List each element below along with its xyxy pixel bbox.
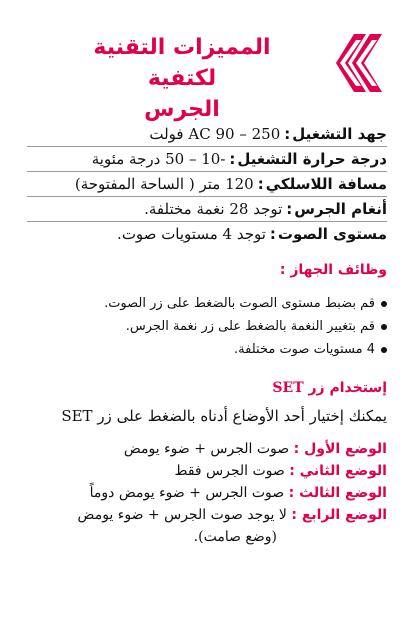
list-item <box>27 292 387 315</box>
mode-label: الوضع الأول : <box>293 441 387 457</box>
mode-item <box>27 460 387 482</box>
spec-separator: : <box>284 125 291 143</box>
spec-row <box>27 172 387 197</box>
mode-label: الوضع الرابع : <box>291 507 387 523</box>
spec-value: 250 – 90 AC فولت <box>149 125 281 143</box>
spec-key: درجة حرارة التشغيل <box>237 150 387 168</box>
functions-heading: وظائف الجهاز : <box>279 262 387 278</box>
list-item-text: 4 مستويات صوت مختلفة. <box>234 342 375 357</box>
spec-value: توجد 28 نغمة مختلفة. <box>144 200 283 218</box>
page-title <box>62 32 302 125</box>
mode-value: صوت الجرس + ضوء يومض <box>123 441 290 457</box>
mode-label: الوضع الثالث : <box>288 485 387 501</box>
mode-item <box>27 504 387 526</box>
spec-key: مسافة اللاسلكي <box>265 175 387 193</box>
spec-row <box>27 147 387 172</box>
title-line-1: المميزات التقنية لكتفية <box>93 35 271 91</box>
header <box>56 30 386 122</box>
spec-value: -10 – 50 درجة مئوية <box>91 150 226 168</box>
mode-note: (وضع صامت). <box>193 529 277 545</box>
bullet-icon <box>381 324 387 330</box>
double-chevron-left-icon <box>328 30 386 96</box>
set-heading <box>272 380 387 396</box>
mode-list <box>27 438 387 548</box>
list-item-text: قم بتغيير النغمة بالضغط على زر نغمة الجرس. <box>125 319 375 334</box>
spec-key: مستوى الصوت <box>277 225 387 243</box>
mode-value: لا يوجد صوت الجرس + ضوء يومض <box>77 507 287 523</box>
mode-item <box>27 482 387 504</box>
spec-row <box>27 122 387 147</box>
spec-separator: : <box>269 225 276 243</box>
set-heading-prefix: إستخدام زر <box>308 380 387 396</box>
spec-separator: : <box>286 200 293 218</box>
spec-separator: : <box>257 175 264 193</box>
mode-item <box>27 438 387 460</box>
list-item <box>27 338 387 361</box>
mode-label: الوضع الثاني : <box>289 463 387 479</box>
spec-separator: : <box>229 150 236 168</box>
set-heading-word: SET <box>272 380 304 396</box>
set-intro: يمكنك إختيار أحد الأوضاع أدناه بالضغط على زر SET <box>61 407 387 425</box>
spec-list <box>27 122 387 246</box>
bullet-icon <box>381 347 387 353</box>
spec-value: توجد 4 مستويات صوت. <box>117 225 266 243</box>
functions-list <box>27 292 387 361</box>
list-item-text: قم بضبط مستوى الصوت بالضغط على زر الصوت. <box>104 296 375 311</box>
spec-row <box>27 222 387 246</box>
title-line-2: الجرس <box>144 97 220 122</box>
bullet-icon <box>381 301 387 307</box>
mode-value: صوت الجرس + ضوء يومض دوماً <box>89 485 285 501</box>
spec-key: أنغام الجرس <box>294 200 387 218</box>
spec-row <box>27 197 387 222</box>
spec-value: 120 متر ( الساحة المفتوحة) <box>74 175 254 193</box>
mode-value: صوت الجرس فقط <box>174 463 285 479</box>
list-item <box>27 315 387 338</box>
spec-key: جهد التشغيل <box>292 125 387 143</box>
